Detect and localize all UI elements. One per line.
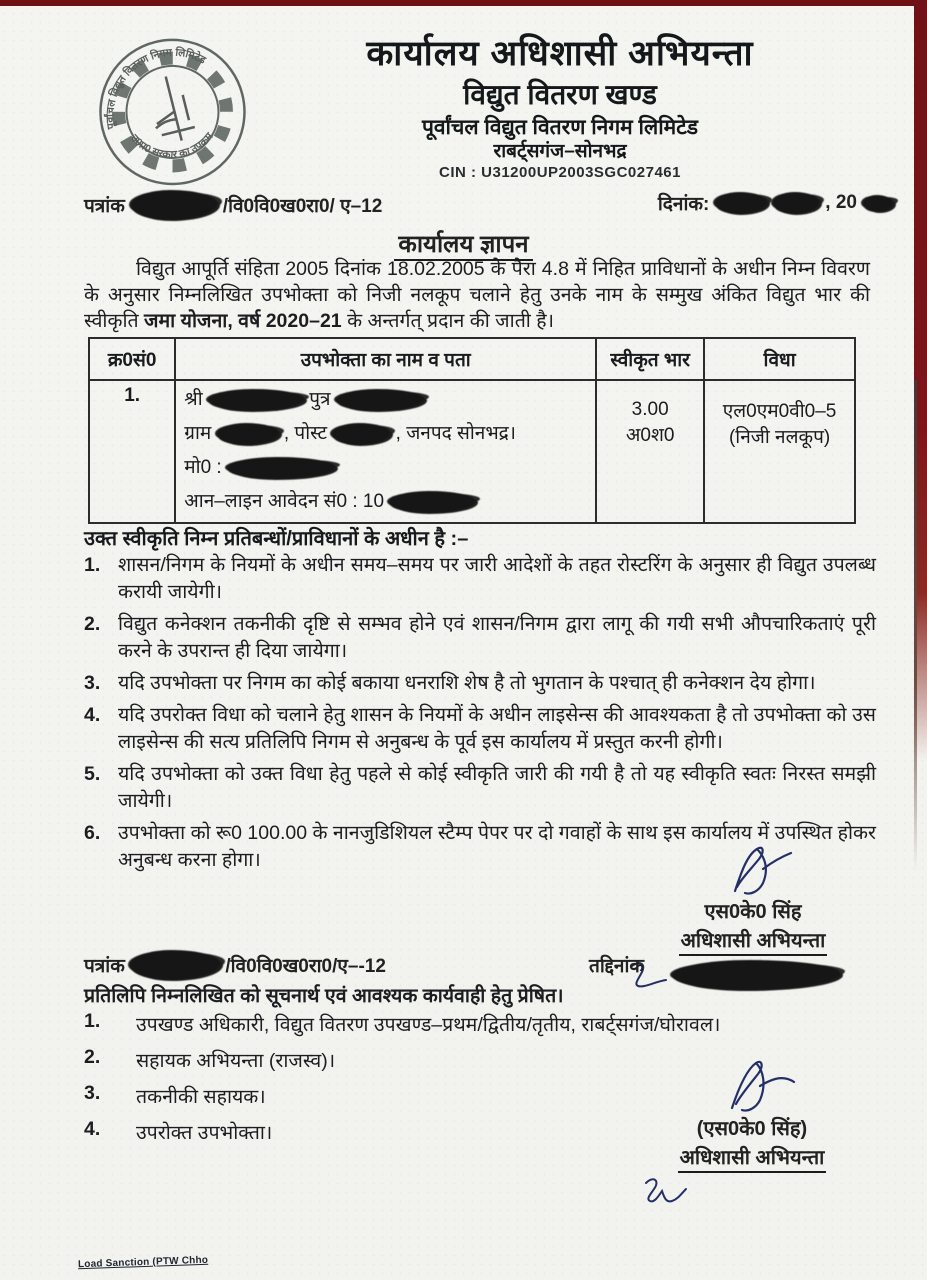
- copy-item: 4. उपरोक्त उपभोक्ता।: [84, 1118, 273, 1144]
- cell-name-address: [175, 380, 596, 523]
- signatory-designation: अधिशासी अभियन्ता: [679, 926, 828, 956]
- category-line1: एल0एम0वी0–5: [722, 401, 837, 422]
- intro-tail-text: के अन्तर्गत् प्रदान की जाती है।: [347, 310, 555, 332]
- letter-number-label-2: पत्रांक: [84, 956, 125, 977]
- condition-item: 6. उपभोक्ता को रू0 100.00 के नानजुडिशियल स्टैम्प पेपर पर दो गवाहों के साथ इस कार्यालय में उपस्थित होकर अनुबन्ध करना होगा।: [84, 822, 876, 871]
- cell-load: 3.00 अ0श0: [596, 380, 704, 523]
- signature-block-2: [622, 1058, 882, 1216]
- copy-item: 2. सहायक अभियन्ता (राजस्व)।: [84, 1046, 336, 1072]
- signatory-designation: अधिशासी अभियन्ता: [678, 1143, 827, 1173]
- letter-number-suffix-2: /वि0वि0ख0रा0/ए–-12: [225, 956, 386, 977]
- address-district: , जनपद सोनभद्र।: [395, 423, 516, 444]
- address-village-label: ग्राम: [184, 423, 212, 444]
- letter-number-label: पत्रांक: [84, 196, 125, 217]
- redacted-application-number: [389, 491, 475, 513]
- redacted-date-day: [715, 192, 767, 214]
- cell-serial: 1.: [89, 380, 175, 523]
- header-sanctioned-load: स्वीकृत भार: [596, 338, 704, 380]
- header-name-address: उपभोक्ता का नाम व पता: [175, 338, 596, 380]
- cin-number: CIN : U31200UP2003SGC027461: [439, 164, 681, 182]
- name-mid: पुत्र: [309, 389, 331, 410]
- header-category: विधा: [704, 338, 855, 380]
- scan-edge-top: [0, 0, 927, 6]
- redacted-letter-number: [131, 190, 217, 220]
- svg-text:पूर्वांचल विद्युत वितरण निगम ल: [89, 36, 220, 132]
- scan-edge-right-line: [914, 380, 917, 870]
- reference-line-1: [84, 190, 893, 220]
- redacted-issue-date: [672, 960, 840, 990]
- redacted-village: [217, 423, 279, 445]
- consumer-table: [88, 337, 856, 524]
- condition-item: 2. विद्युत कनेक्शन तकनीकी दृष्टि से सम्भव होने एवं शासन/निगम द्वारा लागू की गयी सभी औपचारिकताएं पूरी करने के उपरान्त ही दिया जायेगा।: [84, 613, 876, 662]
- table-header-row: [89, 338, 855, 380]
- redacted-mobile-number: [227, 457, 335, 479]
- same-date-label: तद्दिनांक: [588, 956, 644, 977]
- table-row: [89, 380, 855, 523]
- mobile-label: मो0 :: [184, 457, 222, 478]
- footer-note: Load Sanction (PTW Chho: [77, 1254, 209, 1271]
- office-location: राबर्ट्सगंज–सोनभद्र: [493, 141, 627, 163]
- letter-number-suffix: /वि0वि0ख0रा0/ ए–12: [222, 196, 383, 217]
- cell-category: [704, 380, 855, 523]
- copy-item: 3. तकनीकी सहायक।: [84, 1082, 266, 1108]
- office-title: कार्यालय अधिशासी अभियन्ता: [366, 34, 754, 73]
- address-post-label: , पोस्ट: [283, 423, 328, 444]
- condition-item: 3. यदि उपभोक्ता पर निगम का कोई बकाया धनराशि शेष है तो भुगतान के पश्चात् ही कनेक्शन देय होगा।: [84, 672, 816, 694]
- redacted-letter-number-2: [130, 950, 220, 980]
- intro-bold-text: जमा योजना, वर्ष 2020–21: [144, 310, 342, 332]
- condition-item: 5. यदि उपभोक्ता को उक्त विधा हेतु पहले से कोई स्वीकृति जारी की गयी है तो यह स्वीकृति स्वतः निरस्त समझी जायेगी।: [84, 763, 876, 812]
- signatory-name: (एस0के0 सिंह): [696, 1118, 808, 1140]
- handwritten-signature-icon: [707, 843, 799, 901]
- memo-title: कार्यालय ज्ञापन: [0, 227, 927, 260]
- redacted-date-year: [863, 195, 893, 212]
- date-label: दिनांक:: [657, 194, 710, 215]
- application-label: आन–लाइन आवेदन सं0 : 10: [184, 491, 385, 512]
- handwritten-initials-icon: [638, 1173, 690, 1211]
- conditions-list: [84, 552, 876, 879]
- redacted-consumer-name: [208, 389, 304, 411]
- seal-text-top: पूर्वांचल विद्युत वितरण निगम लिमिटेड: [104, 46, 208, 130]
- date-year-prefix: , 20: [825, 192, 857, 213]
- signatory-name: एस0के0 सिंह: [704, 901, 802, 923]
- redacted-father-name: [336, 389, 424, 411]
- redacted-post: [332, 423, 390, 445]
- condition-item: 4. यदि उपरोक्त विधा को चलाने हेतु शासन के नियमों के अधीन लाइसेन्स की आवश्यकता है तो उपभोक्ता को उस लाइसेन्स की सत्य प्रतिलिपि निगम से अनुबन्ध के पूर्व इस कार्यालय में प्रस्तुत करनी होगी।: [84, 704, 876, 753]
- category-line2: (निजी नलकूप): [728, 427, 831, 448]
- handwritten-signature-icon: [706, 1058, 798, 1118]
- intro-text: विद्युत आपूर्ति संहिता 2005 दिनांक 18.02.2005 के पैरा 4.8 में निहित प्राविधानों के अधीन निम्न विवरण के अनुसार निम्नलिखित उपभोक्ता को निजी नलकूप चलाने हेतु उनके नाम के सम्मुख अंकित विद्युत भार की स्वीकृति: [84, 258, 870, 332]
- conditions-heading: उक्त स्वीकृति निम्न प्रतिबन्धों/प्राविधानों के अधीन है :–: [84, 528, 469, 550]
- header-serial: क्र0सं0: [89, 338, 175, 380]
- intro-paragraph: [84, 256, 870, 334]
- reference-line-2: [84, 950, 644, 980]
- redacted-date-month: [773, 192, 819, 214]
- copy-item: 1. उपखण्ड अधिकारी, विद्युत वितरण उपखण्ड–प्रथम/द्वितीय/तृतीय, राबर्ट्सगंज/घोरावल।: [84, 1010, 721, 1036]
- seal-text-bottom: उ0प्र0 सरकार का उपक्रम: [128, 130, 216, 162]
- division-title: विद्युत वितरण खण्ड: [463, 79, 657, 111]
- signature-block-1: [618, 843, 888, 992]
- copy-heading: प्रतिलिपि निम्नलिखित को सूचनार्थ एवं आवश्यक कार्यवाही हेतु प्रेषित।: [84, 985, 564, 1007]
- condition-item: 1. शासन/निगम के नियमों के अधीन समय–समय पर जारी आदेशों के तहत रोस्टरिंग के अनुसार ही विद्युत उपलब्ध करायी जायेगी।: [84, 554, 876, 603]
- company-name: पूर्वांचल विद्युत वितरण निगम लिमिटेड: [421, 115, 699, 139]
- letterhead: [235, 34, 885, 182]
- name-prefix: श्री: [184, 389, 203, 410]
